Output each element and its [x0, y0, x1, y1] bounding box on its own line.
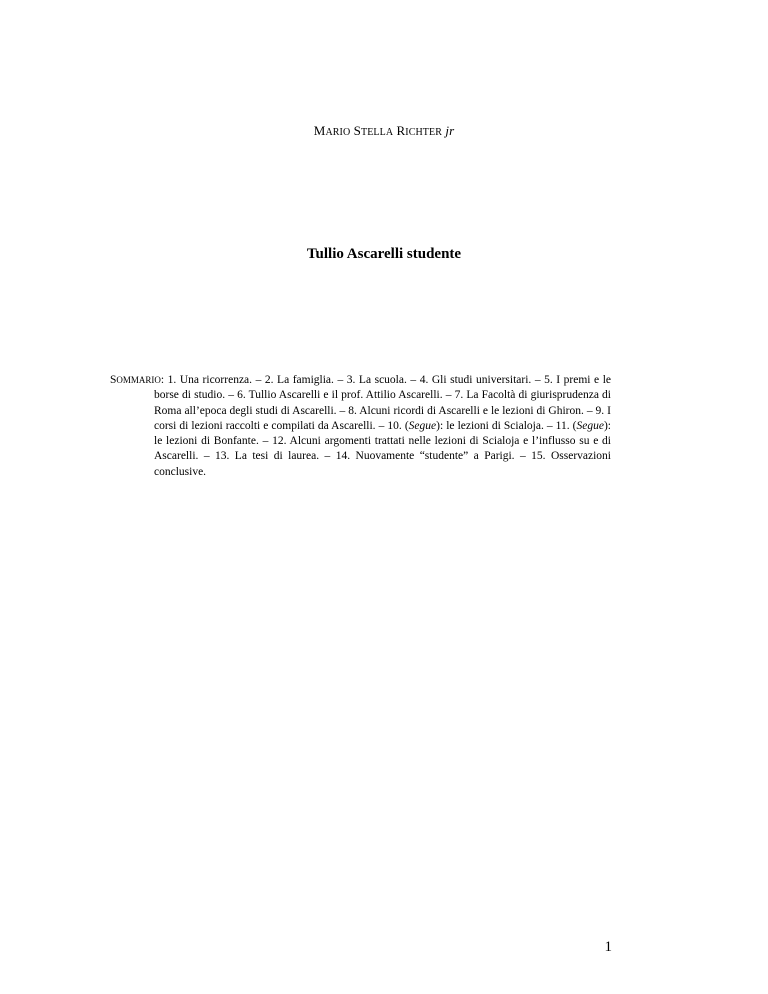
author-last-rest: ICHTER: [405, 127, 442, 138]
page-number: 1: [604, 939, 612, 955]
summary-text-part2: ): le lezioni di Scialoja. – 11. (: [436, 419, 577, 432]
author-first-initial: M: [313, 123, 326, 138]
summary-label-colon: :: [160, 374, 165, 386]
author-last-initial: R: [396, 123, 406, 138]
author-suffix: jr: [445, 123, 455, 138]
summary-text-part1: 1. Una ricorrenza. – 2. La famiglia. – 3. La scuola. – 4. Gli studi universitari. – 5. I premi e le borse di studio. – 6. Tullio Ascarelli e il prof. Attilio Ascarelli. – 7. La Facoltà di giurisprudenza di Roma all’epoca degli studi di Ascarelli. – 8. Alcuni ricordi di Ascarelli e le lezioni di Ghiron. – 9. I corsi di lezioni raccolti e compilati da Ascarelli. – 10. (: [154, 374, 611, 432]
summary-text-part3: ): le lezioni di Bonfante. – 12. Alcuni argomenti trattati nelle lezioni di Scialoja e l’influsso su e di Ascarelli. – 13. La tesi di laurea. – 14. Nuovamente “studente” a Parigi. – 15. Osservazioni conclusive.: [154, 419, 611, 478]
summary-paragraph: [110, 373, 611, 480]
summary-segue-1: Segue: [408, 419, 437, 432]
author-first-rest: ARIO: [325, 127, 351, 138]
author-middle-rest: TELLA: [360, 127, 394, 138]
summary-segue-2: Segue: [576, 419, 604, 432]
summary-label-rest: OMMARIO: [116, 375, 161, 385]
author-middle-initial: S: [353, 123, 361, 138]
document-title: Tullio Ascarelli studente: [306, 246, 462, 262]
summary-label-initial: S: [110, 374, 117, 386]
author-name: [0, 123, 768, 139]
